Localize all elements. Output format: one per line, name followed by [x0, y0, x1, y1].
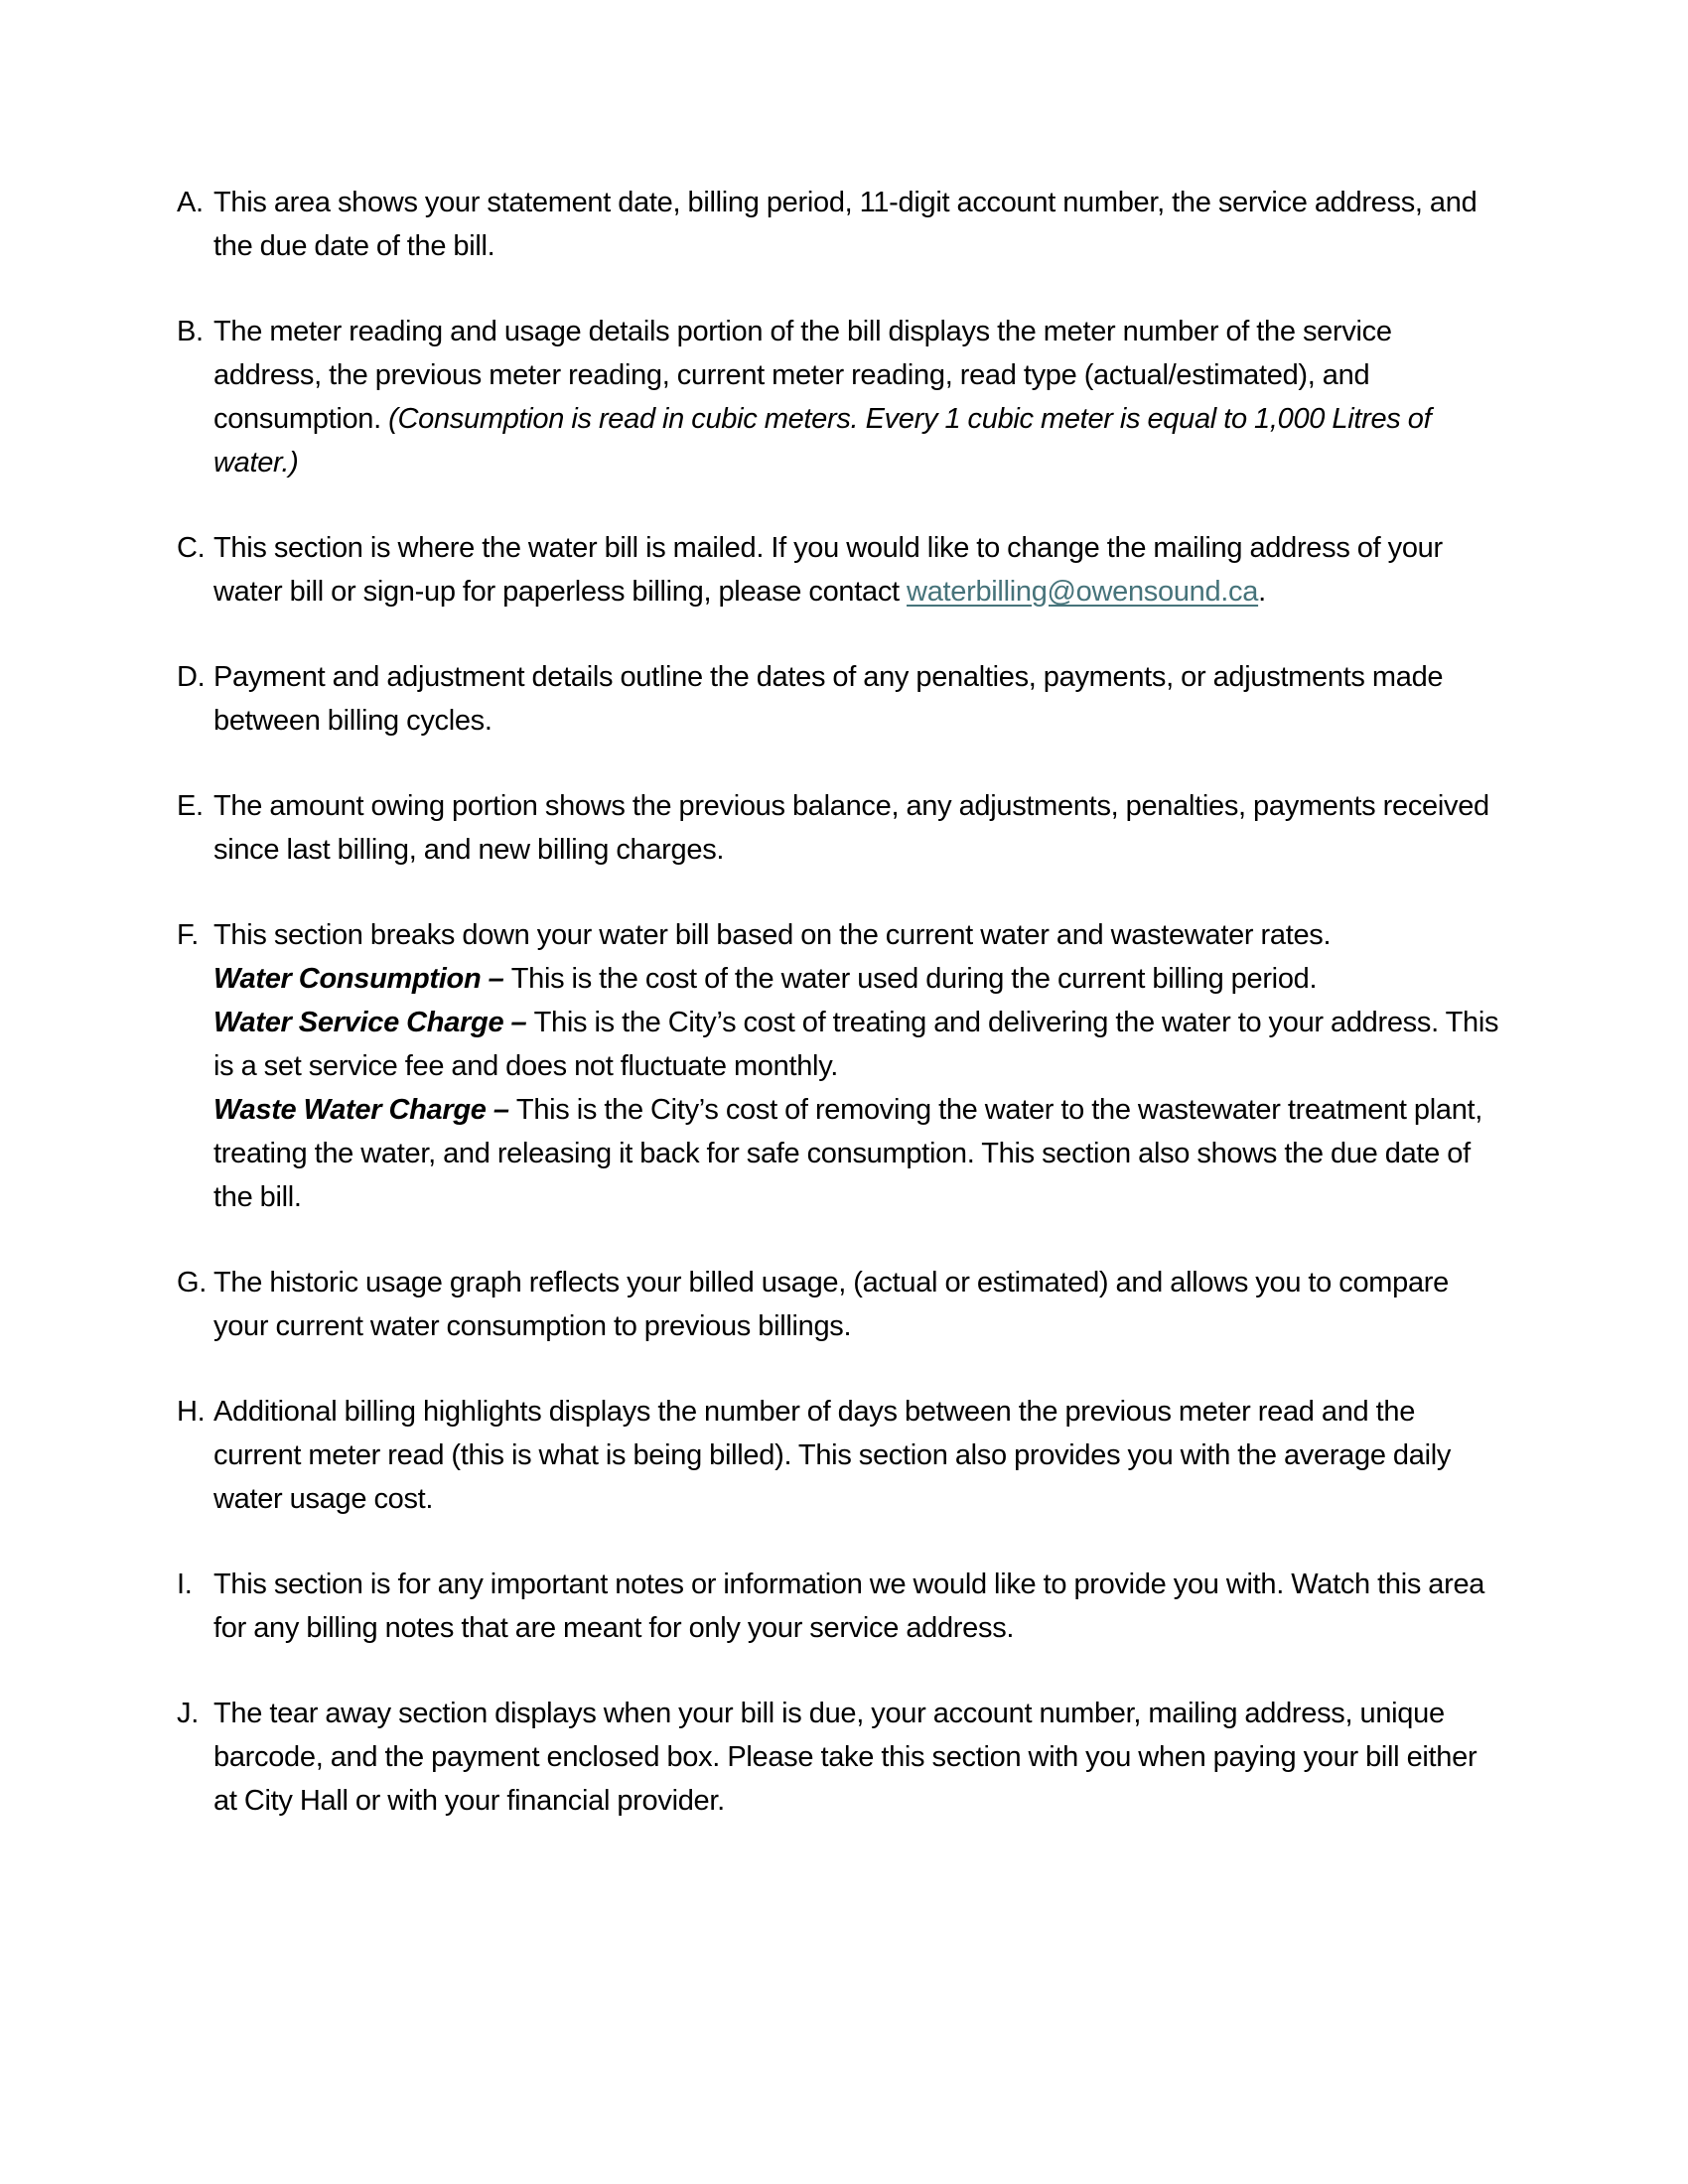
text-segment: This section breaks down your water bill based on the current water and wastewater rates.: [213, 919, 1332, 951]
list-item: [177, 1563, 1485, 1650]
list-item: [177, 181, 1479, 268]
text-segment: This section is for any important notes or information we would like to provide you with. Watch this area for any billing notes that are meant for only your service address.: [213, 1569, 1485, 1644]
list-item-text: [213, 1390, 1506, 1521]
list-item-text: [213, 1692, 1506, 1823]
list-item: [177, 1692, 1479, 1823]
list-item-letter: J.: [177, 1698, 199, 1729]
list-item-text: [213, 784, 1506, 872]
list-item-letter: C.: [177, 532, 206, 564]
text-segment: This is the City’s cost of removing the water to the wastewater treatment plant, treating the water, and releasing it back for safe consumption. This section also shows the due date of the bill.: [213, 1094, 1483, 1213]
text-segment: Waste Water Charge –: [213, 1094, 516, 1126]
list-item: [177, 310, 1479, 484]
list-item-text: [213, 1563, 1506, 1650]
text-segment: The tear away section displays when your bill is due, your account number, mailing address, unique barcode, and the payment enclosed box. Please take this section with you when paying your bill either at City Hall or with your financial provider.: [213, 1698, 1477, 1817]
text-segment: This is the cost of the water used during the current billing period.: [510, 963, 1318, 995]
list-item-text: [213, 1261, 1506, 1348]
list-item-letter: E.: [177, 790, 204, 822]
list-item-letter: I.: [177, 1569, 193, 1600]
text-segment: This section is where the water bill is mailed. If you would like to change the mailing address of your water bill or sign-up for paperless billing, please contact: [213, 532, 1443, 608]
list-item-text: [213, 655, 1506, 743]
text-segment: The amount owing portion shows the previous balance, any adjustments, penalties, payments received since last billing, and new billing charges.: [213, 790, 1489, 866]
list-item-text: [213, 181, 1506, 268]
list-item-letter: H.: [177, 1396, 206, 1428]
list-item: [177, 784, 1489, 872]
text-segment: Payment and adjustment details outline the dates of any penalties, payments, or adjustments made between billing cycles.: [213, 661, 1444, 737]
list-item: [177, 913, 1499, 1219]
list-item-text: [213, 526, 1506, 614]
text-segment: Water Consumption –: [213, 963, 511, 995]
list-item: [177, 655, 1479, 743]
list-item-letter: A.: [177, 187, 204, 218]
list-item-letter: F.: [177, 919, 199, 951]
text-segment: .: [1258, 576, 1266, 608]
billing-guide-list: [177, 181, 1499, 1823]
list-item-letter: G.: [177, 1267, 208, 1298]
text-segment: This area shows your statement date, billing period, 11-digit account number, the service address, and the due date of the bill.: [213, 187, 1477, 262]
list-item: [177, 526, 1479, 614]
text-segment: (Consumption is read in cubic meters. Every 1 cubic meter is equal to 1,000 Litres of water.): [213, 403, 1432, 478]
text-segment: The meter reading and usage details portion of the bill displays the meter number of the service address, the previous meter reading, current meter reading, read type (actual/estimated), and consumption.: [213, 316, 1392, 435]
text-segment: The historic usage graph reflects your billed usage, (actual or estimated) and allows you to compare your current water consumption to previous billings.: [213, 1267, 1449, 1342]
text-segment: Additional billing highlights displays the number of days between the previous meter read and the current meter read (this is what is being billed). This section also provides you with the average daily water usage cost.: [213, 1396, 1452, 1515]
list-item-text: [213, 913, 1506, 1219]
text-segment: This is the City’s cost of treating and delivering the water to your address. This is a set service fee and does not fluctuate monthly.: [213, 1007, 1499, 1082]
list-item: [177, 1261, 1479, 1348]
list-item: [177, 1390, 1479, 1521]
text-segment: Water Service Charge –: [213, 1007, 534, 1038]
list-item-letter: B.: [177, 316, 204, 347]
email-link[interactable]: waterbilling@owensound.ca: [907, 576, 1259, 608]
list-item-letter: D.: [177, 661, 206, 693]
list-item-text: [213, 310, 1506, 484]
